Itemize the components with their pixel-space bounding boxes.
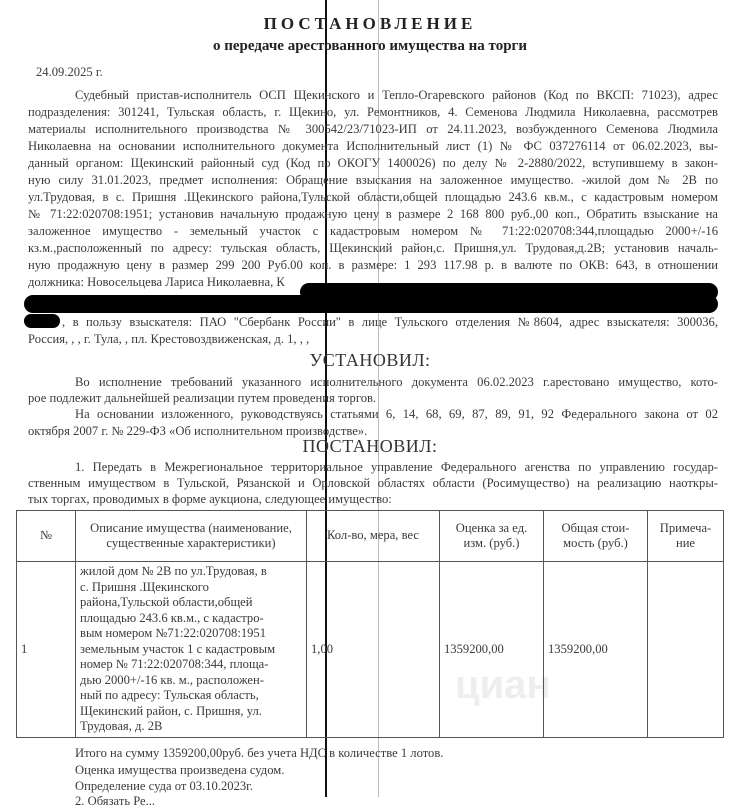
watermark: циан [455, 663, 551, 707]
valuation-line: Оценка имущества произведена судом. [75, 763, 285, 777]
established-line: На основании изложенного, руководствуясь статьями 6, 14, 68, 69, 87, 89, 91, 92 Федерального закона от 02 [75, 407, 718, 421]
redaction-bar [24, 295, 718, 313]
col-header-note: Примеча-ние [648, 511, 724, 562]
col-header-quantity: Кол-во, мера, вес [307, 511, 440, 562]
intro-line: Россия, , , г. Тула, , пл. Крестовоздвиженская, д. 1, , , [28, 332, 310, 346]
intro-line: ную силу 31.01.2023, предмет исполнения: Обращение взыскания на заложенное имущество. -жилой дом № 2В по [28, 173, 718, 187]
clause-2-line: 2. Обязать Ре... [75, 794, 156, 808]
cell-note [648, 562, 724, 738]
intro-line: Судебный пристав-исполнитель ОСП Щекинского и Тепло-Огаревского районов (Код по ВКСП: 71023), адрес [75, 88, 718, 102]
col-header-description: Описание имущества (наименование, существенные характеристики) [76, 511, 307, 562]
intro-line: ул.Трудовая, в с. Пришня .Щекинского района,Тульской области,общей площадью 243.6 кв.м., с кадастровым номером [28, 190, 718, 204]
established-line: Во исполнение требований указанного исполнительного документа 06.02.2023 г.арестовано имущество, кото- [75, 375, 718, 389]
cell-total: 1359200,00 [544, 562, 648, 738]
redaction-bar [24, 314, 60, 328]
intro-line: заложенное имущество - земельный участок с кадастровым номером № 71:22:020708:344,площадью 2000+/-16 [28, 224, 718, 238]
intro-line: материалы исполнительного производства № 300542/23/71023-ИП от 24.11.2023, возбужденного Семенова Людмила [28, 122, 718, 136]
cell-description: жилой дом № 2В по ул.Трудовая, в с. Пришня .Щекинского района,Тульской области,общей площадью 243.6 кв.м., с кадастро- вым номером №71:22:020708:1951 земельным участок 1 с кадастровым номер № 71:22:020708:344, площа- дью 2000+/-16 кв. м., расположен- ный по адресу: Тульская область, Щекинский район, с. Пришня, ул. Трудовая, д. 2В [76, 562, 307, 738]
intro-line: кз.м.,расположенный по адресу: тульская область, Щекинский район,с. Пришня,ул. Трудовая,д.2В; установив началь- [28, 241, 718, 255]
court-ruling-line: Определение суда от 03.10.2023г. [75, 779, 254, 793]
table-header-row [17, 511, 724, 562]
document-title: ПОСТАНОВЛЕНИЕ [263, 14, 477, 33]
property-table [16, 510, 724, 738]
resolved-heading: ПОСТАНОВИЛ: [302, 436, 438, 456]
intro-line: Николаевна на основании исполнительного документа Исполнительный лист (1) № ФС 037276114 от 06.02.2023, вы- [28, 139, 718, 153]
col-header-unit-price: Оценка за ед. изм. (руб.) [440, 511, 544, 562]
document-date: 24.09.2025 г. [36, 65, 103, 79]
debtor-line: должника: Новосельцева Лариса Николаевна, К [28, 275, 285, 289]
resolved-line: ственным имуществом в Тульской, Рязанской и Орловской областях области (Росимущество) на реализацию наоткры- [28, 476, 718, 490]
cell-quantity: 1,00 [307, 562, 440, 738]
cell-number: 1 [17, 562, 76, 738]
total-line: Итого на сумму 1359200,00руб. без учета НДС в количестве 1 лотов. [75, 746, 444, 760]
intro-line: подразделения: 301241, Тульская область, г. Щекино, ул. Ремонтников, 4. Семенова Людмила Николаевна, рассмотрев [28, 105, 718, 119]
established-line: октября 2007 г. № 229-ФЗ «Об исполнительном производстве». [28, 424, 368, 438]
table-row [17, 562, 724, 738]
document-subtitle: о передаче арестованного имущества на торги [212, 38, 528, 54]
established-heading: УСТАНОВИЛ: [309, 350, 431, 370]
col-header-number: № [17, 511, 76, 562]
col-header-total: Общая стои-мость (руб.) [544, 511, 648, 562]
resolved-line: 1. Передать в Межрегиональное территориальное управление Федерального агенства по управлению государ- [75, 460, 718, 474]
established-line: рое подлежит дальнейшей реализации путем проведения торгов. [28, 391, 377, 405]
cell-unit-price: 1359200,00 [440, 562, 544, 738]
intro-line: данный органом: Щекинский районный суд (Код по ОКОГУ 1400026) по делу № 2-2880/2022, вступившему в закон- [28, 156, 718, 170]
intro-line: № 71:22:020708:1951; установив начальную продажную цену в размере 2 168 800 руб.,00 коп., Обратить взыскание на [28, 207, 718, 221]
resolved-line: тых торгах, проводимых в форме аукциона, следующее имущество: [28, 492, 392, 506]
intro-line: , в пользу взыскателя: ПАО "Сбербанк России" в лице Тульского отделения №8604, адрес взыскателя: 300036, [62, 315, 718, 329]
intro-line: ную продажную цену в размер 299 200 Руб.00 коп. в размере: 1 293 117.98 р. в валюте по ОКВ: 643, в отношении [28, 258, 718, 272]
